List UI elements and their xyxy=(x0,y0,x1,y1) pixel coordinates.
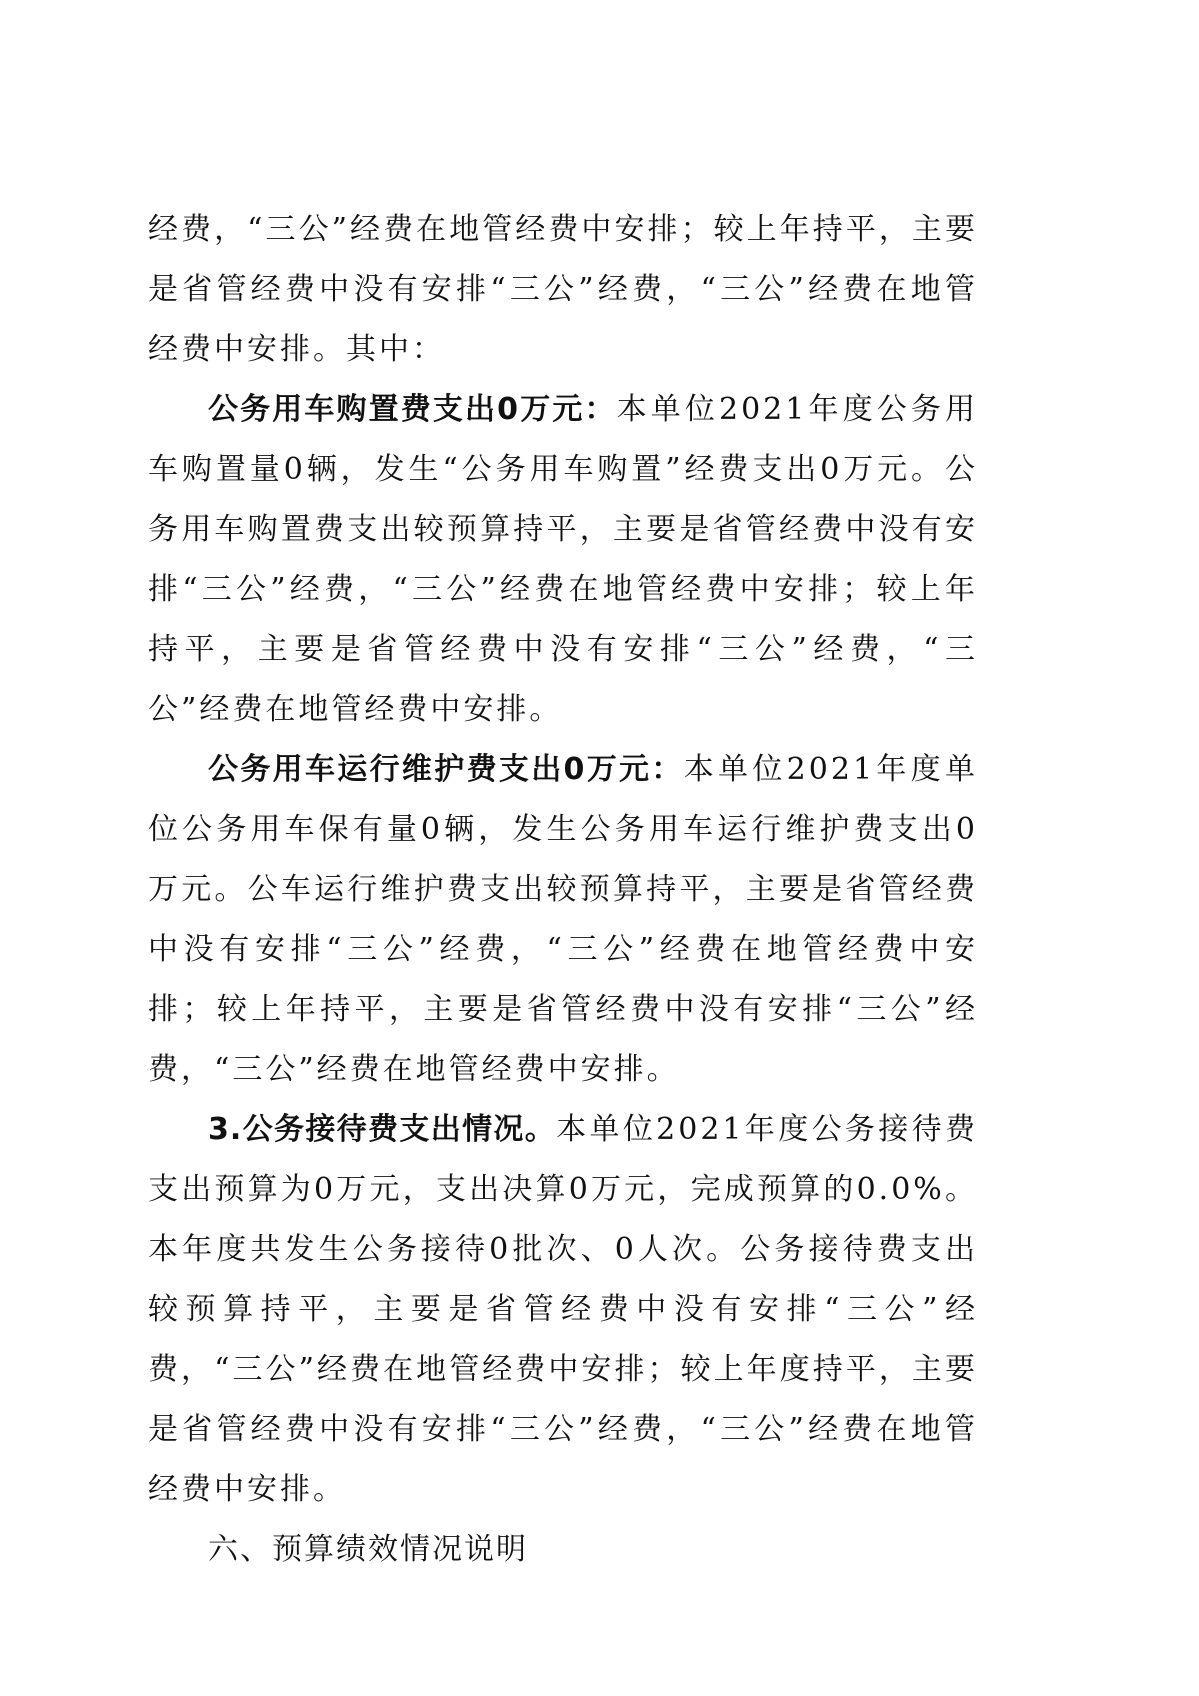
paragraph-vehicle-maintenance xyxy=(148,740,978,1100)
paragraph-text: 经费，“三公”经费在地管经费中安排；较上年持平，主要是省管经费中没有安排“三公”经费，“三公”经费在地管经费中安排。其中： xyxy=(148,212,978,367)
paragraph-lead-bold: 公务用车运行维护费支出0万元： xyxy=(208,752,684,787)
paragraph-vehicle-purchase xyxy=(148,380,978,740)
section-heading: 六、预算绩效情况说明 xyxy=(208,1532,528,1567)
document-body xyxy=(148,200,978,1580)
paragraph-continuation xyxy=(148,200,978,380)
paragraph-lead-bold: 3.公务接待费支出情况。 xyxy=(208,1112,557,1147)
paragraph-text: 本单位2021年度公务用车购置量0辆，发生“公务用车购置”经费支出0万元。公务用车购置费支出较预算持平，主要是省管经费中没有安排“三公”经费，“三公”经费在地管经费中安排；较上年持平，主要是省管经费中没有安排“三公”经费，“三公”经费在地管经费中安排。 xyxy=(148,392,978,727)
paragraph-lead-bold: 公务用车购置费支出0万元： xyxy=(208,392,617,427)
paragraph-text: 本单位2021年度单位公务用车保有量0辆，发生公务用车运行维护费支出0万元。公车运行维护费支出较预算持平，主要是省管经费中没有安排“三公”经费，“三公”经费在地管经费中安排；较上年持平，主要是省管经费中没有安排“三公”经费，“三公”经费在地管经费中安排。 xyxy=(148,752,978,1087)
paragraph-reception xyxy=(148,1100,978,1520)
paragraph-text: 本单位2021年度公务接待费支出预算为0万元，支出决算0万元，完成预算的0.0%。本年度共发生公务接待0批次、0人次。公务接待费支出较预算持平，主要是省管经费中没有安排“三公”经费，“三公”经费在地管经费中安排；较上年度持平，主要是省管经费中没有安排“三公”经费，“三公”经费在地管经费中安排。 xyxy=(148,1112,978,1507)
